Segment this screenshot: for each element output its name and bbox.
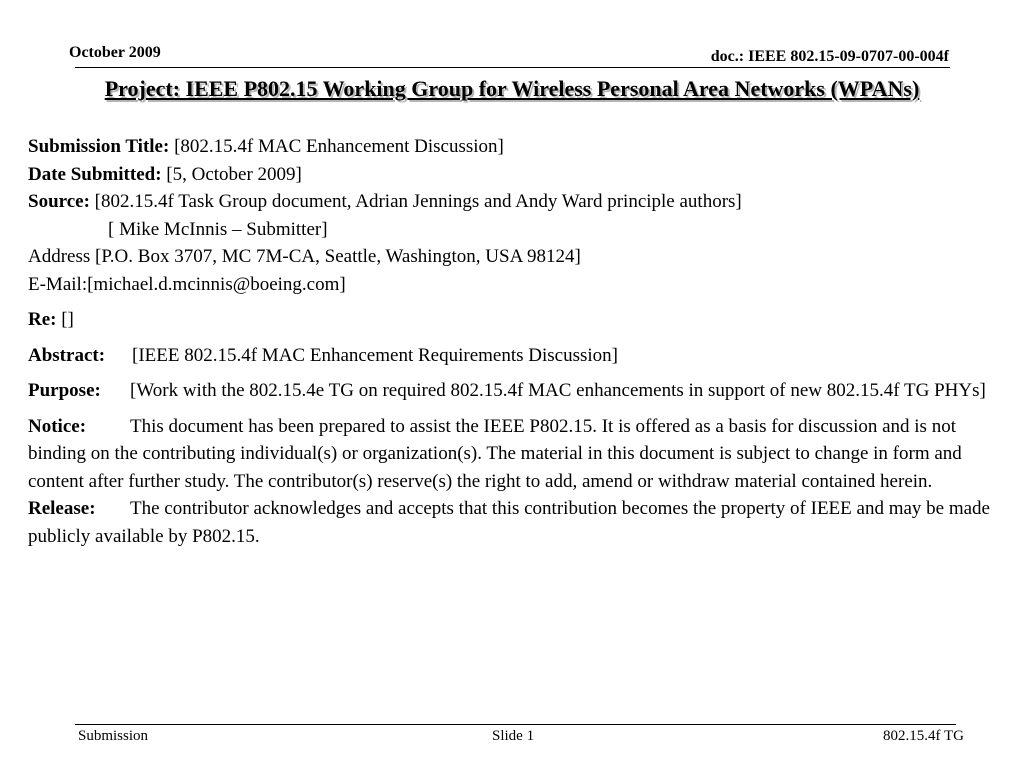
footer-submission: Submission <box>78 728 149 744</box>
submission-title-label: Submission Title: <box>28 136 170 157</box>
date-submitted-line <box>28 161 1016 189</box>
footer-slide-number: Slide 1 <box>492 728 535 744</box>
source-label: Source: <box>28 191 90 212</box>
abstract-line <box>28 342 1016 370</box>
abstract-label: Abstract: <box>28 344 106 366</box>
header-doc-number: doc.: IEEE 802.15-09-0707-00-004f <box>710 48 949 65</box>
notice-label: Notice: <box>28 415 87 437</box>
date-submitted-value: [5, October 2009] <box>166 163 302 185</box>
footer-divider <box>75 724 956 725</box>
email-line: E-Mail:[michael.d.mcinnis@boeing.com] <box>28 273 346 295</box>
re-label: Re: <box>28 309 57 330</box>
release-line <box>28 495 1016 550</box>
source-value: [802.15.4f Task Group document, Adrian Jennings and Andy Ward principle authors] <box>94 191 742 212</box>
address-line: Address [P.O. Box 3707, MC 7M-CA, Seattle, Washington, USA 98124] <box>28 246 581 267</box>
submission-title-line <box>28 133 1016 161</box>
slide-body <box>28 133 1016 550</box>
source-submitter-line: [ Mike McInnis – Submitter] <box>108 218 328 240</box>
purpose-line <box>28 377 1016 405</box>
footer-group: 802.15.4f TG <box>883 728 964 744</box>
notice-value: This document has been prepared to assist the IEEE P802.15. It is offered as a basis for discussion and is not binding on the contributing individual(s) or organization(s). The material in this document is subject to change in form and content after further study. The contributor(s) reserve(s) the right to add, amend or withdraw material contained herein. <box>28 415 962 492</box>
notice-line <box>28 413 1016 496</box>
header-date: October 2009 <box>69 44 161 61</box>
release-value: The contributor acknowledges and accepts that this contribution becomes the property of IEEE and may be made publicly available by P802.15. <box>28 498 990 547</box>
re-value: [] <box>61 309 74 330</box>
date-submitted-label: Date Submitted: <box>28 163 162 185</box>
re-line <box>28 306 1016 334</box>
abstract-value: [IEEE 802.15.4f MAC Enhancement Requirements Discussion] <box>132 344 618 366</box>
header-divider <box>75 67 950 68</box>
release-label: Release: <box>28 498 96 519</box>
project-title: Project: IEEE P802.15 Working Group for Wireless Personal Area Networks (WPANs) <box>104 76 920 101</box>
source-line <box>28 188 1016 216</box>
purpose-value: [Work with the 802.15.4e TG on required 802.15.4f MAC enhancements in support of new 802.15.4f TG PHYs] <box>130 380 986 401</box>
purpose-label: Purpose: <box>28 380 101 401</box>
submission-title-value: [802.15.4f MAC Enhancement Discussion] <box>174 136 504 157</box>
